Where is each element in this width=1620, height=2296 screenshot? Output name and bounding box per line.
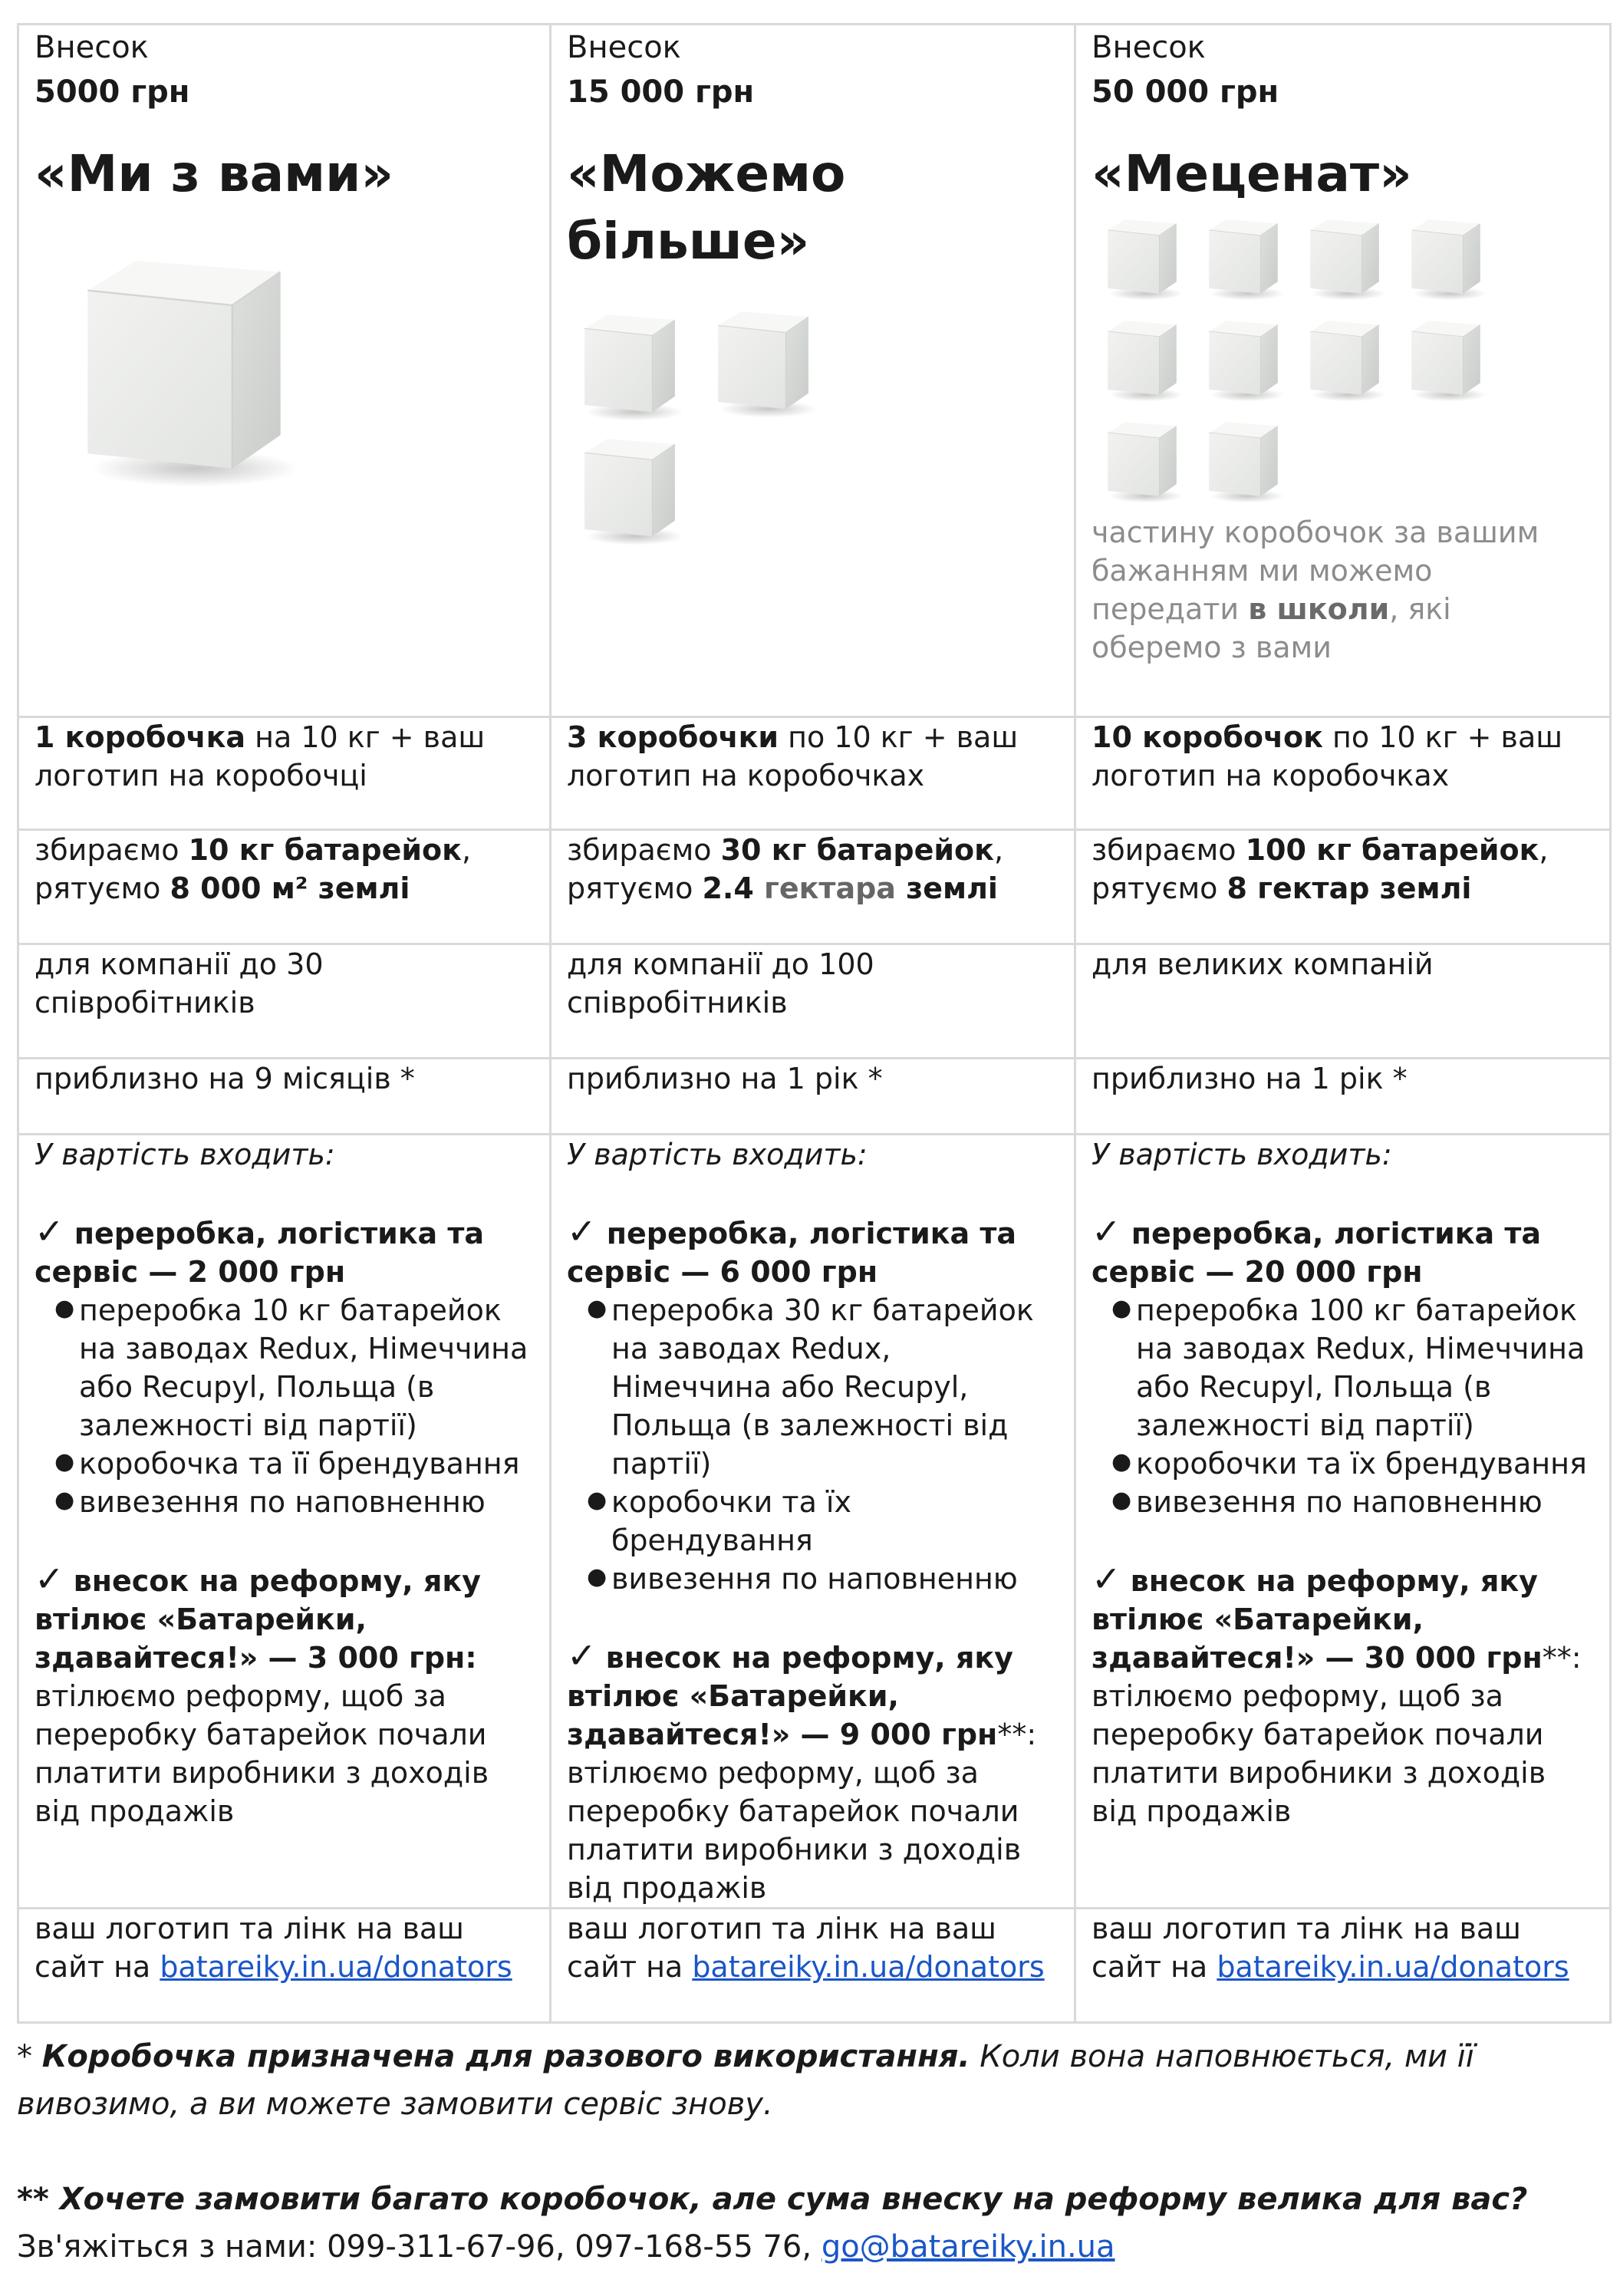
box-icon bbox=[1203, 418, 1283, 504]
contribution-amount: 15 000 грн bbox=[567, 74, 755, 110]
check-icon: ✓ bbox=[567, 1635, 597, 1676]
boxes-row bbox=[18, 717, 1611, 830]
contribution-label: Внесок bbox=[35, 30, 149, 65]
reform-block: ✓ внесок на реформу, яку втілює «Батарейки, здавайтеся!» — 9 000 грн**: втілюємо реформу, щоб за переробку батарейок почали платити виробники з доходів від продажів bbox=[567, 1635, 1037, 1905]
box-icon bbox=[1406, 216, 1486, 301]
check-icon: ✓ bbox=[567, 1211, 597, 1252]
list-item: ● коробочки та їх брендування bbox=[1136, 1444, 1594, 1483]
box-icon bbox=[1305, 317, 1385, 403]
reform-block: ✓ внесок на реформу, яку втілює «Батарейки, здавайтеся!» — 3 000 грн: втілюємо реформу, щоб за переробку батарейок почали платити виробники з доходів від продажів bbox=[35, 1558, 489, 1828]
check-icon: ✓ bbox=[35, 1211, 64, 1252]
boxes-cell: 10 коробочок по 10 кг + ваш логотип на коробочках bbox=[1075, 717, 1611, 830]
email-link[interactable]: go@batareiky.in.ua bbox=[821, 2229, 1115, 2265]
plan-header-3 bbox=[1075, 25, 1611, 717]
collect-cell: збираємо 100 кг батарейок, рятуємо 8 гектар землі bbox=[1075, 830, 1611, 944]
footnote-2: ** Хочете замовити багато коробочок, але сума внеску на реформу велика для вас? Зв'яжіться з нами: 099-311-67-96, 097-168-55 76, go@batareiky.in.ua bbox=[17, 2182, 1528, 2265]
contribution-label: Внесок bbox=[1092, 30, 1206, 65]
collect-cell: збираємо 30 кг батарейок, рятуємо 2.4 гектара землі bbox=[551, 830, 1075, 944]
box-icon bbox=[1102, 317, 1182, 403]
includes-row bbox=[18, 1135, 1611, 1909]
plans-table bbox=[17, 23, 1612, 2024]
contribution-amount: 5000 грн bbox=[35, 74, 190, 110]
logo-row bbox=[18, 1909, 1611, 2023]
service-items bbox=[567, 1291, 1059, 1598]
list-item: ● вивезення по наповненню bbox=[79, 1483, 534, 1521]
logo-cell: ваш логотип та лінк на ваш сайт на batareiky.in.ua/donators bbox=[18, 1909, 551, 2023]
service-items bbox=[1092, 1291, 1594, 1521]
boxes-illustration bbox=[1092, 208, 1594, 664]
box-icon bbox=[578, 309, 682, 423]
duration-row bbox=[18, 1059, 1611, 1135]
list-item: ● коробочки та їх брендування bbox=[611, 1483, 1059, 1560]
includes-label: У вартість входить: bbox=[1092, 1138, 1392, 1171]
boxes-cell: 1 коробочка на 10 кг + ваш логотип на коробочці bbox=[18, 717, 551, 830]
box-icon bbox=[73, 249, 295, 491]
service-heading: ✓ переробка, логістика та сервіс — 2 000 грн bbox=[35, 1211, 485, 1289]
logo-cell: ваш логотип та лінк на ваш сайт на batareiky.in.ua/donators bbox=[551, 1909, 1075, 2023]
boxes-cell: 3 коробочки по 10 кг + ваш логотип на коробочках bbox=[551, 717, 1075, 830]
list-item: ● переробка 10 кг батарейок на заводах Redux, Німеччина або Recupyl, Польща (в залежності від партії) bbox=[79, 1291, 534, 1444]
service-heading: ✓ переробка, логістика та сервіс — 20 000 грн bbox=[1092, 1211, 1542, 1289]
box-icon bbox=[1102, 216, 1182, 301]
includes-cell bbox=[551, 1135, 1075, 1909]
donators-link[interactable]: batareiky.in.ua/donators bbox=[1217, 1950, 1569, 1984]
plan-title: «Меценат» bbox=[1092, 144, 1412, 203]
collect-cell: збираємо 10 кг батарейок, рятуємо 8 000 м² землі bbox=[18, 830, 551, 944]
box-icon bbox=[1203, 317, 1283, 403]
company-cell: для компанії до 30 співробітників bbox=[18, 944, 551, 1059]
check-icon: ✓ bbox=[35, 1558, 64, 1599]
list-item: ● вивезення по наповненню bbox=[1136, 1483, 1594, 1521]
box-icon bbox=[1305, 216, 1385, 301]
plan-header-2 bbox=[551, 25, 1075, 717]
contribution-label: Внесок bbox=[567, 30, 681, 65]
footnote-1: * Коробочка призначена для разового використання. Коли вона наповнюється, ми її вивозимо, а ви можете замовити сервіс знову. bbox=[17, 2039, 1474, 2122]
plan-header-1 bbox=[18, 25, 551, 717]
includes-label: У вартість входить: bbox=[567, 1138, 868, 1171]
box-icon bbox=[578, 433, 682, 547]
check-icon: ✓ bbox=[1092, 1558, 1121, 1599]
box-icon bbox=[1406, 317, 1486, 403]
duration-cell: приблизно на 9 місяців * bbox=[18, 1059, 551, 1135]
box-icon bbox=[711, 306, 815, 420]
list-item: ● коробочка та її брендування bbox=[79, 1444, 534, 1483]
company-cell: для компанії до 100 співробітників bbox=[551, 944, 1075, 1059]
company-row bbox=[18, 944, 1611, 1059]
service-heading: ✓ переробка, логістика та сервіс — 6 000 грн bbox=[567, 1211, 1017, 1289]
check-icon: ✓ bbox=[1092, 1211, 1121, 1252]
box-icon bbox=[1203, 216, 1283, 301]
company-cell: для великих компаній bbox=[1075, 944, 1611, 1059]
includes-cell bbox=[18, 1135, 551, 1909]
logo-cell: ваш логотип та лінк на ваш сайт на batareiky.in.ua/donators bbox=[1075, 1909, 1611, 2023]
service-items bbox=[35, 1291, 534, 1521]
schools-note: частину коробочок за вашим бажанням ми можемо передати в школи, які оберемо з вами bbox=[1092, 516, 1539, 664]
includes-cell bbox=[1075, 1135, 1611, 1909]
list-item: ● переробка 30 кг батарейок на заводах Redux, Німеччина або Recupyl, Польща (в залежності від партії) bbox=[611, 1291, 1059, 1483]
contribution-amount: 50 000 грн bbox=[1092, 74, 1279, 110]
donators-link[interactable]: batareiky.in.ua/donators bbox=[160, 1950, 512, 1984]
duration-cell: приблизно на 1 рік * bbox=[551, 1059, 1075, 1135]
includes-label: У вартість входить: bbox=[35, 1138, 335, 1171]
plan-header-row bbox=[18, 25, 1611, 717]
plan-title: «Ми з вами» bbox=[35, 144, 393, 203]
list-item: ● переробка 100 кг батарейок на заводах Redux, Німеччина або Recupyl, Польща (в залежності від партії) bbox=[1136, 1291, 1594, 1444]
plan-title: «Можемо більше» bbox=[567, 144, 846, 271]
donators-link[interactable]: batareiky.in.ua/donators bbox=[692, 1950, 1045, 1984]
box-icon bbox=[1102, 418, 1182, 504]
duration-cell: приблизно на 1 рік * bbox=[1075, 1059, 1611, 1135]
footnotes bbox=[17, 2033, 1605, 2271]
collect-row bbox=[18, 830, 1611, 944]
list-item: ● вивезення по наповненню bbox=[611, 1560, 1059, 1598]
reform-block: ✓ внесок на реформу, яку втілює «Батарейки, здавайтеся!» — 30 000 грн**: втілюємо реформу, щоб за переробку батарейок почали платити виробники з доходів від продажів bbox=[1092, 1558, 1582, 1828]
